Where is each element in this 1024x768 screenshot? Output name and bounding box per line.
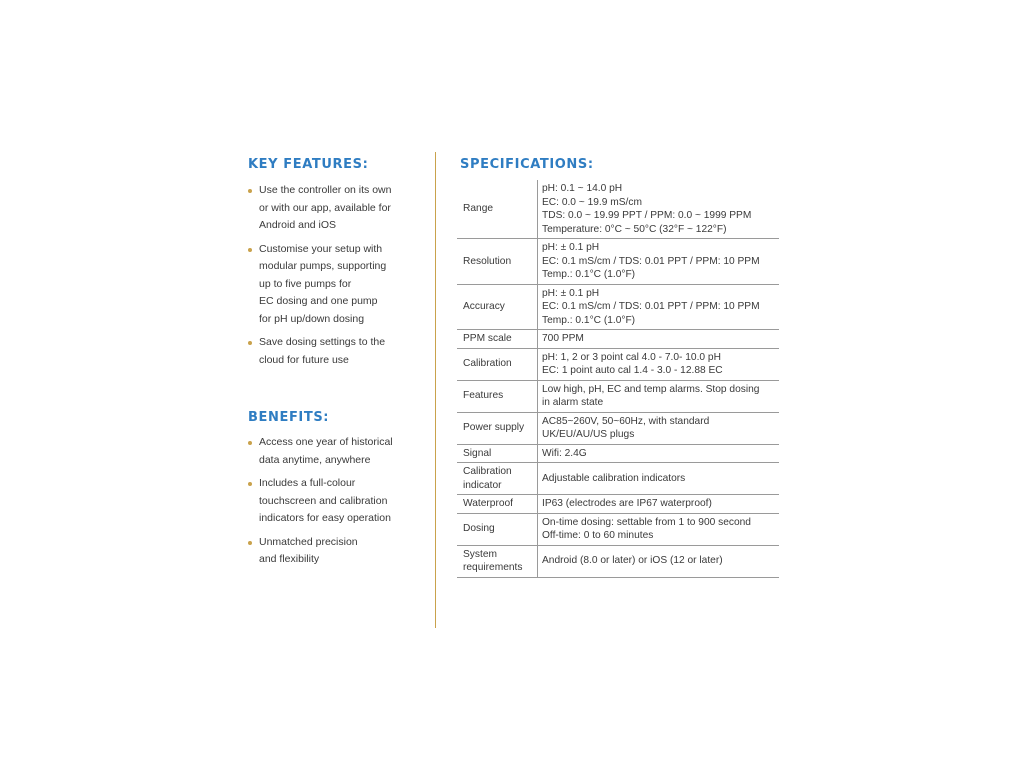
- spec-value-line: UK/EU/AU/US plugs: [542, 429, 635, 440]
- bullet-dot-icon: [248, 189, 252, 193]
- key-features-list: [248, 182, 408, 375]
- spec-value-line: EC: 0.1 mS/cm / TDS: 0.01 PPT / PPM: 10 PPM: [542, 255, 760, 267]
- spec-label-line: System: [463, 548, 497, 560]
- bullet-dot-icon: [248, 441, 252, 445]
- spec-label-line: Accuracy: [463, 301, 505, 312]
- spec-value: [538, 463, 780, 495]
- spec-row: [457, 545, 779, 577]
- spec-value-line: TDS: 0.0 ~ 19.99 PPT / PPM: 0.0 ~ 1999 PPM: [542, 210, 752, 221]
- bullet-dot-icon: [248, 482, 252, 486]
- bullet-item: [248, 534, 408, 569]
- bullet-text-line: indicators for easy operation: [259, 512, 391, 524]
- bullet-text-line: for pH up/down dosing: [259, 312, 365, 325]
- spec-label: [457, 444, 538, 463]
- spec-label-line: Calibration: [463, 358, 512, 370]
- spec-value: [538, 239, 780, 285]
- spec-label: [457, 180, 538, 239]
- spec-label: [457, 412, 538, 444]
- spec-value: [538, 180, 780, 239]
- spec-value-line: Temperature: 0°C ~ 50°C (32°F ~ 122°F): [542, 223, 727, 235]
- spec-value-line: On-time dosing: settable from 1 to 900 second: [542, 516, 751, 528]
- spec-row: [457, 330, 779, 349]
- spec-label-line: Power supply: [463, 422, 525, 434]
- spec-value-line: Android (8.0 or later) or iOS (12 or later): [542, 555, 723, 567]
- spec-value: [538, 412, 780, 444]
- spec-label-line: PPM scale: [463, 333, 512, 344]
- spec-row: [457, 348, 779, 380]
- spec-label: [457, 348, 538, 380]
- spec-value-line: AC85~260V, 50~60Hz, with standard: [542, 415, 710, 427]
- spec-label-line: Dosing: [463, 523, 495, 535]
- spec-value: [538, 545, 780, 577]
- spec-label-line: Calibration: [463, 466, 512, 477]
- bullet-text-line: Includes a full-colour: [259, 477, 356, 489]
- specifications-heading: SPECIFICATIONS:: [460, 157, 594, 172]
- spec-value: [538, 444, 780, 463]
- spec-value-line: Temp.: 0.1°C (1.0°F): [542, 269, 636, 280]
- spec-row: [457, 239, 779, 285]
- bullet-item: [248, 434, 408, 469]
- spec-value-line: EC: 0.1 mS/cm / TDS: 0.01 PPT / PPM: 10 PPM: [542, 301, 760, 312]
- spec-value: [538, 330, 780, 349]
- benefits-list: [248, 434, 408, 575]
- spec-value-line: EC: 0.0 ~ 19.9 mS/cm: [542, 196, 642, 208]
- benefits-heading: BENEFITS:: [248, 410, 330, 425]
- spec-row: [457, 284, 779, 330]
- spec-label-line: Resolution: [463, 255, 512, 267]
- bullet-text-line: Customise your setup with: [259, 242, 383, 255]
- spec-value: [538, 348, 780, 380]
- spec-label-line: Waterproof: [463, 498, 514, 509]
- spec-label: [457, 513, 538, 545]
- spec-value-line: EC: 1 point auto cal 1.4 - 3.0 - 12.88 EC: [542, 365, 723, 376]
- column-divider: [435, 152, 436, 628]
- spec-label-line: Range: [463, 203, 494, 215]
- bullet-dot-icon: [248, 248, 252, 252]
- bullet-item: [248, 475, 408, 528]
- spec-label-line: Features: [463, 390, 504, 402]
- bullet-text-line: Android and iOS: [259, 219, 337, 231]
- spec-value-line: Off-time: 0 to 60 minutes: [542, 530, 654, 541]
- spec-label: [457, 495, 538, 514]
- spec-value-line: Temp.: 0.1°C (1.0°F): [542, 314, 636, 326]
- bullet-text-line: modular pumps, supporting: [259, 260, 387, 272]
- bullet-text-line: Save dosing settings to the: [259, 336, 386, 348]
- spec-label: [457, 330, 538, 349]
- bullet-item: [248, 334, 408, 369]
- bullet-text-line: Unmatched precision: [259, 535, 358, 548]
- spec-value-line: Low high, pH, EC and temp alarms. Stop dosing: [542, 383, 760, 395]
- spec-value-line: in alarm state: [542, 397, 604, 408]
- spec-row: [457, 513, 779, 545]
- bullet-text-line: data anytime, anywhere: [259, 453, 371, 466]
- spec-label-line: Signal: [463, 447, 492, 459]
- bullet-text-line: or with our app, available for: [259, 201, 391, 214]
- spec-value-line: 700 PPM: [542, 333, 584, 344]
- bullet-dot-icon: [248, 541, 252, 545]
- spec-label-line: indicator: [463, 479, 502, 491]
- bullet-dot-icon: [248, 341, 252, 345]
- spec-row: [457, 180, 779, 239]
- spec-value-line: Wifi: 2.4G: [542, 447, 587, 459]
- bullet-text-line: EC dosing and one pump: [259, 295, 378, 307]
- spec-value-line: Adjustable calibration indicators: [542, 472, 686, 484]
- bullet-text-line: Access one year of historical: [259, 436, 393, 448]
- specifications-table: [457, 180, 779, 578]
- spec-row: [457, 412, 779, 444]
- spec-value: [538, 380, 780, 412]
- spec-value: [538, 495, 780, 514]
- spec-row: [457, 495, 779, 514]
- spec-value: [538, 284, 780, 330]
- spec-label: [457, 380, 538, 412]
- spec-value-line: pH: ± 0.1 pH: [542, 287, 600, 299]
- spec-label: [457, 545, 538, 577]
- spec-value-line: IP63 (electrodes are IP67 waterproof): [542, 498, 712, 509]
- spec-row: [457, 380, 779, 412]
- bullet-text-line: and flexibility: [259, 553, 320, 565]
- spec-value-line: pH: 1, 2 or 3 point cal 4.0 - 7.0- 10.0 pH: [542, 351, 721, 363]
- spec-value-line: pH: 0.1 ~ 14.0 pH: [542, 183, 623, 194]
- spec-label: [457, 463, 538, 495]
- bullet-text-line: Use the controller on its own: [259, 184, 392, 196]
- spec-row: [457, 463, 779, 495]
- spec-label-line: requirements: [463, 562, 523, 573]
- spec-label: [457, 239, 538, 285]
- spec-value-line: pH: ± 0.1 pH: [542, 242, 600, 253]
- bullet-text-line: up to five pumps for: [259, 277, 352, 290]
- key-features-heading: KEY FEATURES:: [248, 157, 369, 172]
- bullet-item: [248, 241, 408, 329]
- bullet-text-line: cloud for future use: [259, 353, 349, 366]
- spec-value: [538, 513, 780, 545]
- bullet-text-line: touchscreen and calibration: [259, 494, 388, 507]
- spec-label: [457, 284, 538, 330]
- bullet-item: [248, 182, 408, 235]
- spec-row: [457, 444, 779, 463]
